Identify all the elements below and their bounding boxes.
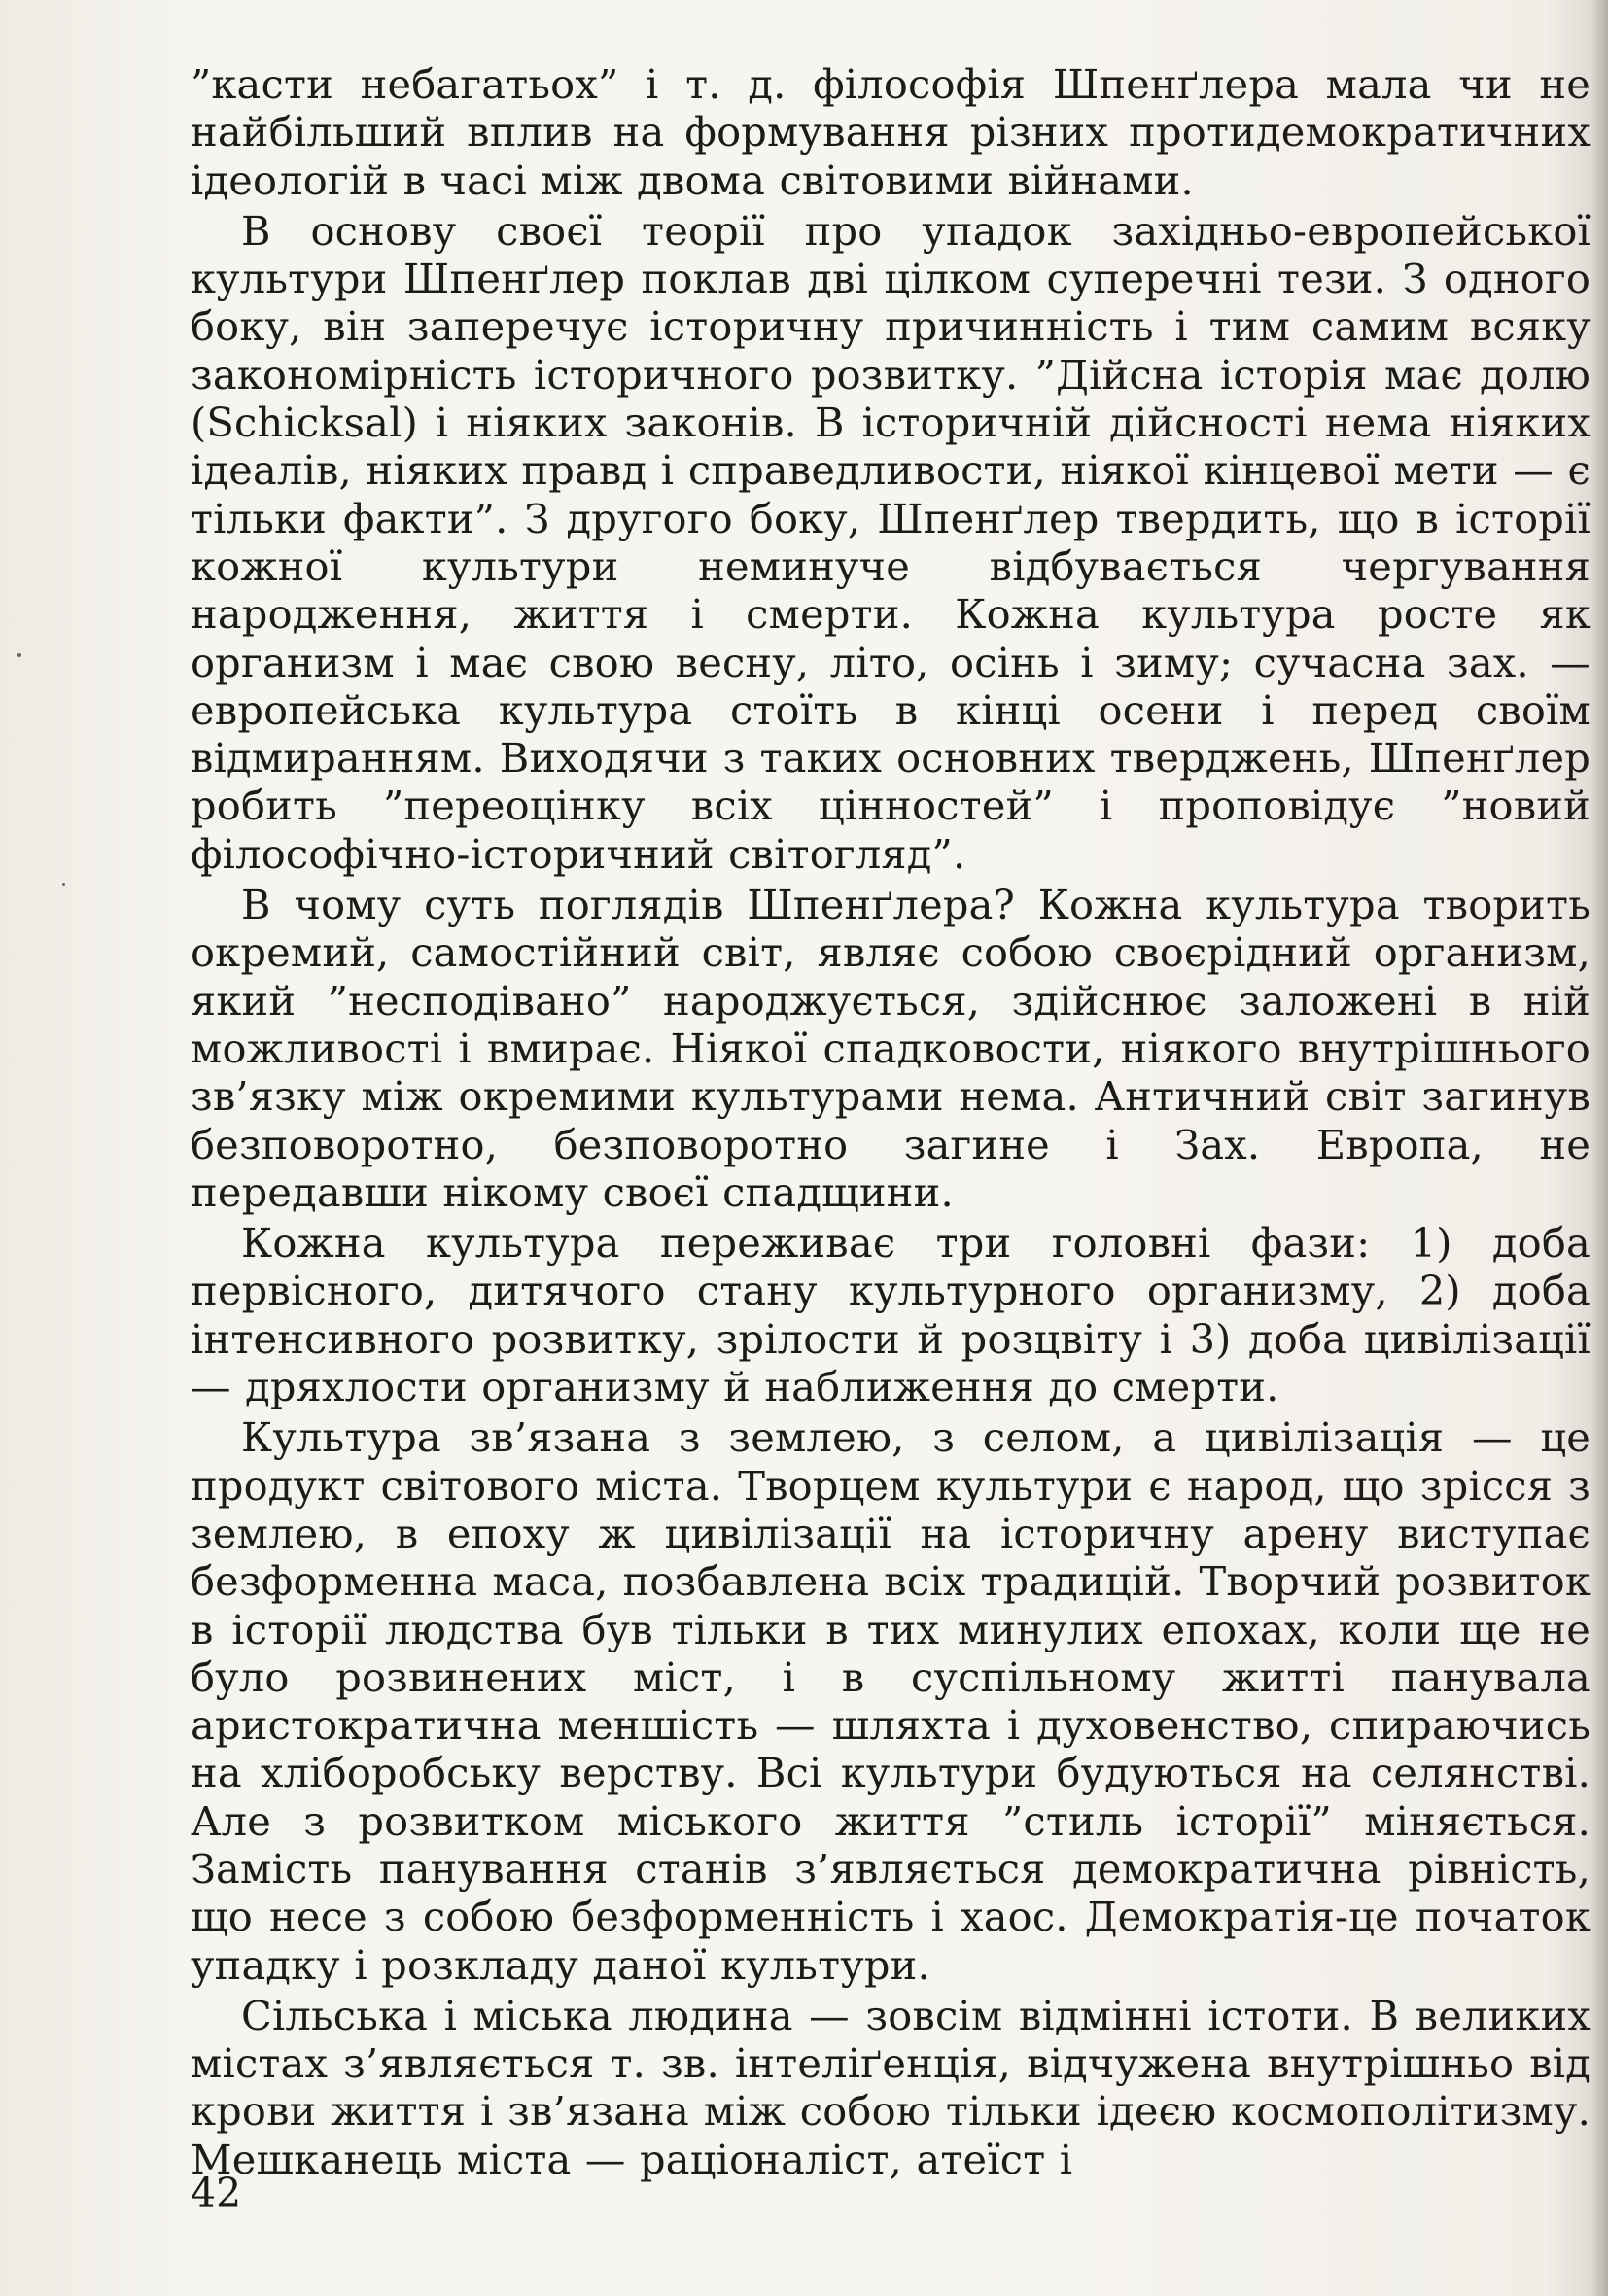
page-edge-shadow [1591,0,1608,2296]
page-number: 42 [191,2170,242,2216]
paragraph-3: В чому суть поглядів Шпенґлера? Кожна культура творить окремий, самостійний світ, являє собою своєрідний организм, який ”несподівано” народжується, здійснює заложені в ній можливості і вмирає. Ніякої спадковости, ніякого внутрішнього зв’язку між окремими культурами нема. Античний світ загинув безповоротно, безповоротно загине і Зах. Европа, не передавши нікому своєї спадщини. [191,881,1591,1216]
body-text [191,60,1591,2183]
paper-speck [17,653,21,657]
paragraph-6: Сільська і міська людина — зовсім відмінні істоти. В великих містах з’являється т. зв. інтеліґенція, відчужена внутрішньо від крови життя і зв’язана між собою тільки ідеєю космополітизму. Мешканець міста — раціоналіст, атеїст і [191,1991,1591,2183]
paragraph-1: ”касти небагатьох” і т. д. філософія Шпенґлера мала чи не найбільший вплив на формування різних протидемократичних ідеологій в часі між двома світовими війнами. [191,60,1591,204]
paragraph-4: Кожна культура переживає три головні фази: 1) доба первісного, дитячого стану культурного организму, 2) доба інтенсивного розвитку, зрілости й розцвіту і 3) доба цивілізації — дряхлости организму й наближення до смерти. [191,1219,1591,1411]
paper-speck [62,883,65,886]
paragraph-5: Культура зв’язана з землею, з селом, а цивілізація — це продукт світового міста. Творцем культури є народ, що зрісся з землею, в епоху ж цивілізації на історичну арену виступає безформенна маса, позбавлена всіх традицій. Творчий розвиток в історії людства був тільки в тих минулих епохах, коли ще не було розвинених міст, і в суспільному житті панувала аристократична меншість — шляхта і духовенство, спираючись на хліборобську верству. Всі культури будуються на селянстві. Але з розвитком міського життя ”стиль історії” міняється. Замість панування станів з’являється демократична рівність, що несе з собою безформенність і хаос. Демократія-це початок упадку і розкладу даної культури. [191,1413,1591,1989]
paragraph-2: В основу своєї теорії про упадок західньо-европейської культури Шпенґлер поклав дві цілком суперечні тези. З одного боку, він заперечує історичну причинність і тим самим всяку закономірність історичного розвитку. ”Дійсна історія має долю (Schicksal) і ніяких законів. В історичній дійсності нема ніяких ідеалів, ніяких правд і справедливости, ніякої кінцевої мети — є тільки факти”. З другого боку, Шпенґлер твердить, що в історії кожної культури неминуче відбувається чергування народження, життя і смерти. Кожна культура росте як организм і має свою весну, літо, осінь і зиму; сучасна зах. — европейська культура стоїть в кінці осени і перед своїм відмиранням. Виходячи з таких основних тверджень, Шпенґлер робить ”переоцінку всіх цінностей” і проповідує ”новий філософічно-історичний світогляд”. [191,206,1591,878]
